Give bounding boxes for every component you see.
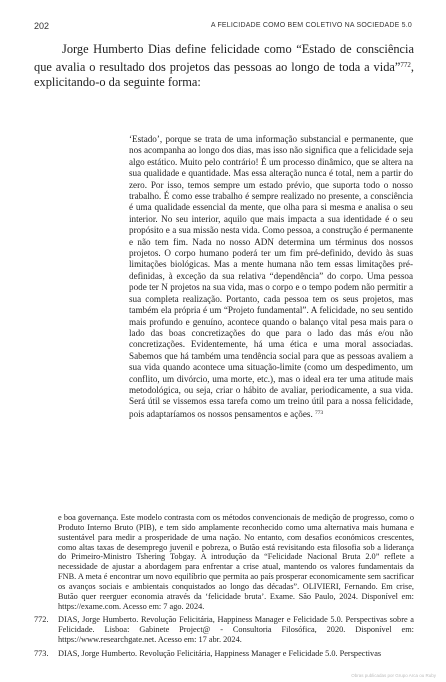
quote-body: ‘Estado’, porque se trata de uma informação substancial e permanente, que nos acompanha ao longo dos dias, mas isso não significa que a felicidade seja algo estático. Muito pelo contrário! É um processo dinâmico, que se altera na sua qualidade e quantidade. Mas essa alteração nunca é total, nem a partir do zero. Por isso, temos sempre um estado prévio, que suporta todo o nosso trabalho. É como esse trabalho é sempre realizado no presente, a consciência é uma qualidade essencial da mente, que olha para si mesma e analisa o seu interior. No seu interior, aquilo que mais impacta a sua identidade é o seu propósito e a sua missão nesta vida. Como pessoa, a construção é permanente e não tem fim. Nada no nosso ADN determina um términus dos nossos projetos. O corpo humano poderá ter um fim pré-definido, devido às suas limitações biológicas. Mas a mente humana não tem essas limitações pré-definidas, à exceção da sua relativa “dependência” do corpo. Uma pessoa pode ter N projetos na sua vida, mas o corpo e o tempo podem não permitir a sua completa realização. Portanto, cada pessoa tem os seus projetos, mas também ela própria é um “Projeto fundamental”. A felicidade, no seu sentido mais profundo e genuíno, acontece quando o balanço vital pesa mais para o lado das boas concretizações do que para o lado das más e/ou não concretizações. Evidentemente, há uma ética e uma moral associadas. Sabemos que há também uma tendência social para que as pessoas avaliem a sua vida quando acontece uma situação-limite (como um despedimento, um conflito, um divórcio, uma morte, etc.), mas o ideal era ter uma atitude mais metodológica, ou seja, criar o hábito de avaliar, periodicamente, a sua vida. Será útil se vissemos essa tarefa como um treino útil para a nossa felicidade, pois adaptaríamos os nossos pensamentos e ações. (129, 134, 413, 419)
footnote-772 (34, 615, 414, 645)
footnote-number: 773. (34, 648, 49, 658)
intro-sentence: Jorge Humberto Dias define felicidade como “Estado de consciência que avalia o resultado dos projetos das pessoas ao longo de toda a vida” (34, 42, 414, 74)
footnote-text: DIAS, Jorge Humberto. Revolução Felicitária, Happiness Manager e Felicidade 5.0. Perspectivas (58, 648, 382, 658)
intro-paragraph (34, 42, 414, 91)
block-quote (129, 134, 413, 420)
footnote-continuation: e boa governança. Este modelo contrasta com os métodos convencionais de medição de progresso, como o Produto Interno Bruto (PIB), e tem sido amplamente reconhecido como uma alternativa mais humana e sustentável para medir a prosperidade de uma nação. No entanto, com desafios económicos crescentes, como altas taxas de desemprego juvenil e pobreza, o Butão está revisitando esta filosofia sob a liderança do Primeiro-Ministro Tshering Tobgay. A introdução da “Felicidade Nacional Bruta 2.0” reflete a necessidade de ajustar a abordagem para enfrentar a crise atual, mantendo os valores fundamentais da FNB. A meta é encontrar um novo equilíbrio que permita ao país prosperar economicamente sem sacrificar os avanços sociais e ambientais conquistados ao longo das décadas”. OLIVIERI, Fernando. Em crise, Butão quer reerguer economia através da ‘felicidade bruta’. Exame. São Paulo, 2024. Disponível em: https://exame.com. Acesso em: 7 ago. 2024. (58, 513, 414, 611)
running-title: A FELICIDADE COMO BEM COLETIVO NA SOCIEDADE 5.0 (210, 22, 412, 29)
footnote-ref-772[interactable]: 772 (400, 60, 411, 69)
footnote-number: 772. (34, 615, 49, 625)
page-header (34, 21, 412, 35)
intro-text (34, 42, 414, 91)
watermark: Obras publicadas por Grupo Arca ou Ruby (351, 673, 436, 678)
footnotes-section (34, 513, 414, 663)
footnote-773 (34, 649, 414, 659)
intro-sentence-end: , explicitando-o da seguinte forma: (34, 59, 414, 90)
footnote-text: DIAS, Jorge Humberto. Revolução Felicitária, Happiness Manager e Felicidade 5.0. Perspectivas sobre a Felicidade. Lisboa: Gabinete Project@ - Consultoria Filosófica, 2020. Disponível em: https://www.researchgate.net. Acesso em: 17 abr. 2024. (58, 615, 414, 645)
footnote-ref-773[interactable]: 773 (315, 409, 324, 416)
block-quote-text (129, 134, 413, 420)
page-number: 202 (34, 21, 50, 31)
